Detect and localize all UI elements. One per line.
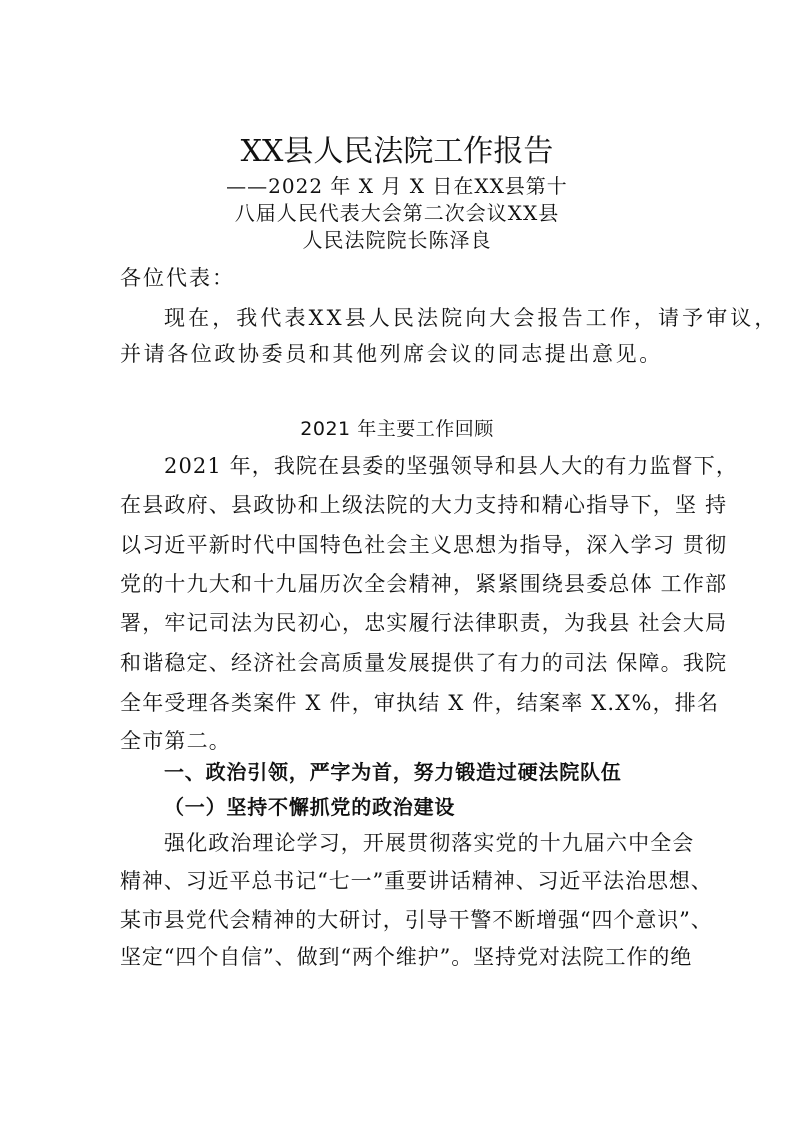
party-line-3: 某市县党代会精神的大研讨，引导干警不断增强“四个意识”、: [120, 908, 713, 932]
subtitle-line-3: 人民法院院长陈泽良: [302, 228, 492, 252]
party-line-4: 坚定“四个自信”、做到“两个维护”。坚持党对法院工作的绝: [120, 945, 693, 969]
party-line-2: 精神、习近平总书记“七一”重要讲话精神、习近平法治思想、: [120, 869, 713, 893]
report-title: XX县人民法院工作报告: [240, 134, 554, 169]
review-line-2: 在县政府、县政协和上级法院的大力支持和精心指导下，坚 持: [120, 493, 728, 517]
review-line-5: 署，牢记司法为民初心，忠实履行法律职责，为我县 社会大局: [120, 611, 728, 635]
subtitle-line-1: ——2022 年 X 月 X 日在XX县第十: [226, 174, 568, 198]
review-line-4: 党的十九大和十九届历次全会精神，紧紧围绕县委总体 工作部: [120, 572, 728, 596]
salutation: 各位代表：: [120, 266, 235, 290]
review-line-7: 全年受理各类案件 X 件，审执结 X 件，结案率 X.X%，排名: [120, 691, 720, 715]
review-line-6: 和谐稳定、经济社会高质量发展提供了有力的司法 保障。我院: [120, 651, 728, 675]
intro-line-1: 现在，我代表XX县人民法院向大会报告工作，请予审议，: [164, 306, 779, 330]
review-line-3: 以习近平新时代中国特色社会主义思想为指导，深入学习 贯彻: [120, 533, 728, 557]
intro-line-2: 并请各位政协委员和其他列席会议的同志提出意见。: [120, 342, 663, 366]
subtitle-line-2: 八届人民代表大会第二次会议XX县: [234, 201, 560, 225]
section-heading: 2021 年主要工作回顾: [300, 418, 494, 440]
review-line-1: 2021 年，我院在县委的坚强领导和县人大的有力监督下，: [164, 454, 738, 478]
review-line-8: 全市第二。: [120, 729, 231, 753]
heading-level-1: 一、政治引领，严字为首，努力锻造过硬法院队伍: [164, 760, 622, 784]
party-line-1: 强化政治理论学习，开展贯彻落实党的十九届六中全会: [164, 831, 695, 855]
heading-level-2: （一）坚持不懈抓党的政治建设: [164, 795, 456, 819]
